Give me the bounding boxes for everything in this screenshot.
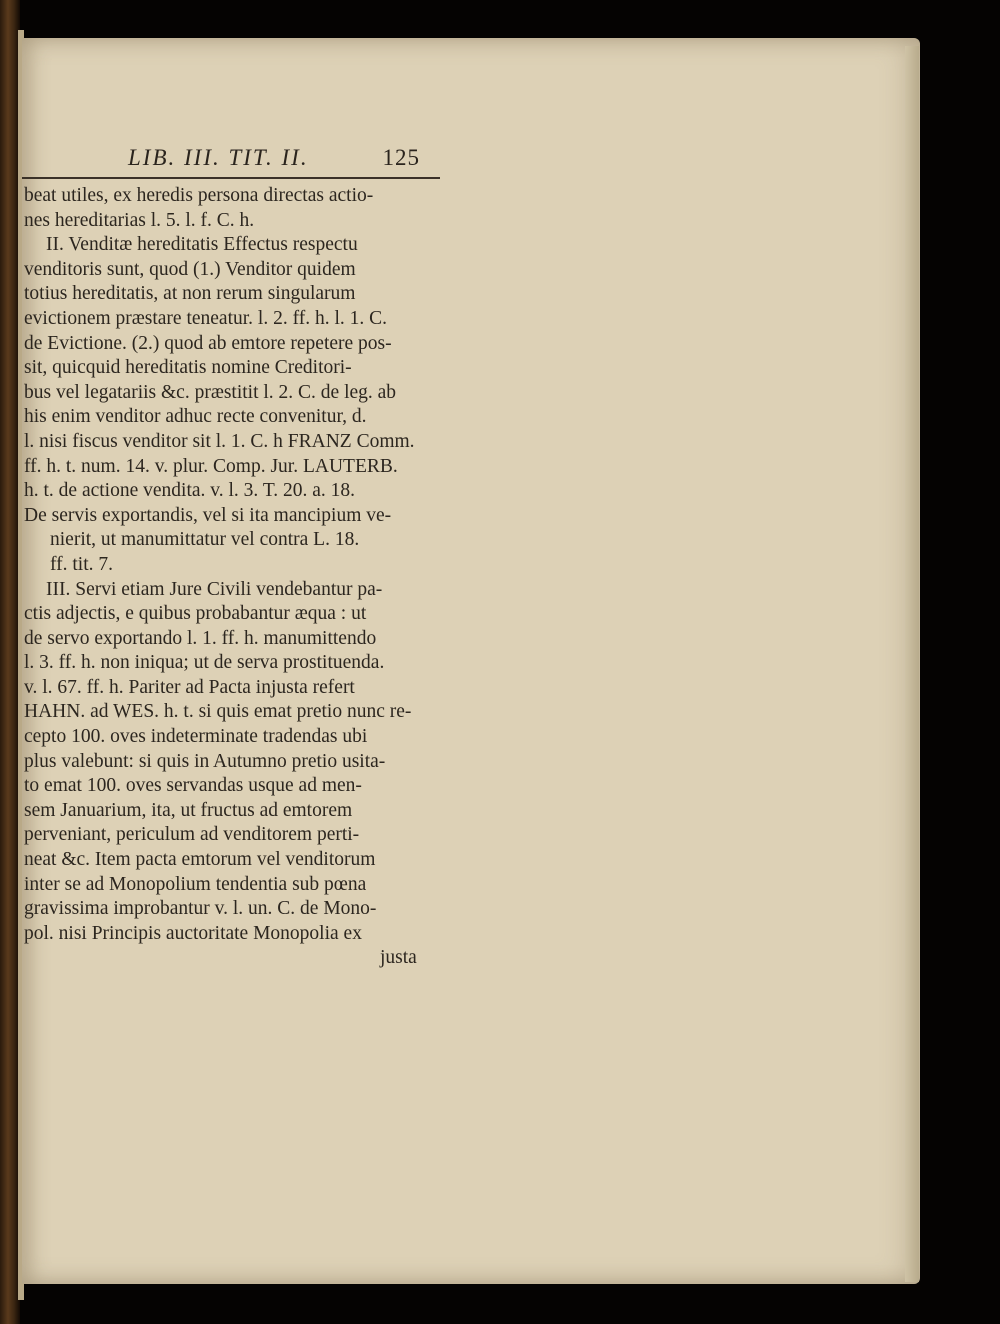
catchword: justa bbox=[380, 947, 417, 969]
text-line: sem Januarium, ita, ut fructus ad emtorem bbox=[24, 799, 353, 821]
text-line: De servis exportandis, vel si ita mancipium ve- bbox=[24, 504, 392, 526]
text-line: h. t. de actione vendita. v. l. 3. T. 20. a. 18. bbox=[24, 480, 356, 502]
text-line: ff. tit. 7. bbox=[50, 553, 114, 575]
text-line: venditoris sunt, quod (1.) Venditor quidem bbox=[24, 258, 356, 280]
body-text bbox=[24, 184, 430, 971]
text-line: inter se ad Monopolium tendentia sub pœna bbox=[24, 873, 367, 895]
text-line: de servo exportando l. 1. ff. h. manumittendo bbox=[24, 627, 377, 649]
text-line: nes hereditarias l. 5. l. f. C. h. bbox=[24, 209, 255, 231]
text-line: evictionem præstare teneatur. l. 2. ff. h. l. 1. C. bbox=[24, 307, 388, 329]
text-line: perveniant, periculum ad venditorem perti- bbox=[24, 824, 360, 846]
text-line: sit, quicquid hereditatis nomine Creditori- bbox=[24, 357, 352, 379]
text-line: totius hereditatis, at non rerum singularum bbox=[24, 283, 356, 305]
running-head-title: LIB. III. TIT. II. bbox=[128, 145, 309, 170]
text-line: gravissima improbantur v. l. un. C. de Mono- bbox=[24, 898, 377, 920]
text-line: plus valebunt: si quis in Autumno pretio usita- bbox=[24, 750, 386, 772]
page-number: 125 bbox=[382, 145, 420, 170]
text-line: II. Venditæ hereditatis Effectus respectu bbox=[46, 234, 358, 256]
text-line: bus vel legatariis &c. præstitit l. 2. C. de leg. ab bbox=[24, 381, 397, 403]
text-line: de Evictione. (2.) quod ab emtore repetere pos- bbox=[24, 332, 392, 354]
text-line: cepto 100. oves indeterminate tradendas ubi bbox=[24, 726, 368, 748]
page-fore-edge bbox=[905, 46, 919, 1282]
header-rule bbox=[22, 177, 440, 179]
text-line: ctis adjectis, e quibus probabantur æqua : ut bbox=[24, 603, 367, 625]
book-spine bbox=[0, 0, 20, 1324]
text-line: beat utiles, ex heredis persona directas actio- bbox=[24, 185, 374, 206]
text-line: to emat 100. oves servandas usque ad men- bbox=[24, 775, 362, 797]
text-line: III. Servi etiam Jure Civili vendebantur pa- bbox=[46, 578, 383, 600]
running-header bbox=[128, 145, 428, 179]
text-line: l. nisi fiscus venditor sit l. 1. C. h FRANZ Comm. bbox=[24, 430, 415, 452]
text-line: ff. h. t. num. 14. v. plur. Comp. Jur. LAUTERB. bbox=[24, 455, 398, 477]
text-line: l. 3. ff. h. non iniqua; ut de serva prostituenda. bbox=[24, 652, 385, 674]
text-line: his enim venditor adhuc recte convenitur, d. bbox=[24, 406, 367, 428]
text-line: v. l. 67. ff. h. Pariter ad Pacta injusta refert bbox=[24, 676, 355, 698]
text-line: nierit, ut manumittatur vel contra L. 18. bbox=[50, 529, 360, 551]
text-line: neat &c. Item pacta emtorum vel venditorum bbox=[24, 849, 376, 871]
text-line: pol. nisi Principis auctoritate Monopolia ex bbox=[24, 922, 362, 944]
text-line: HAHN. ad WES. h. t. si quis emat pretio nunc re- bbox=[24, 701, 412, 723]
